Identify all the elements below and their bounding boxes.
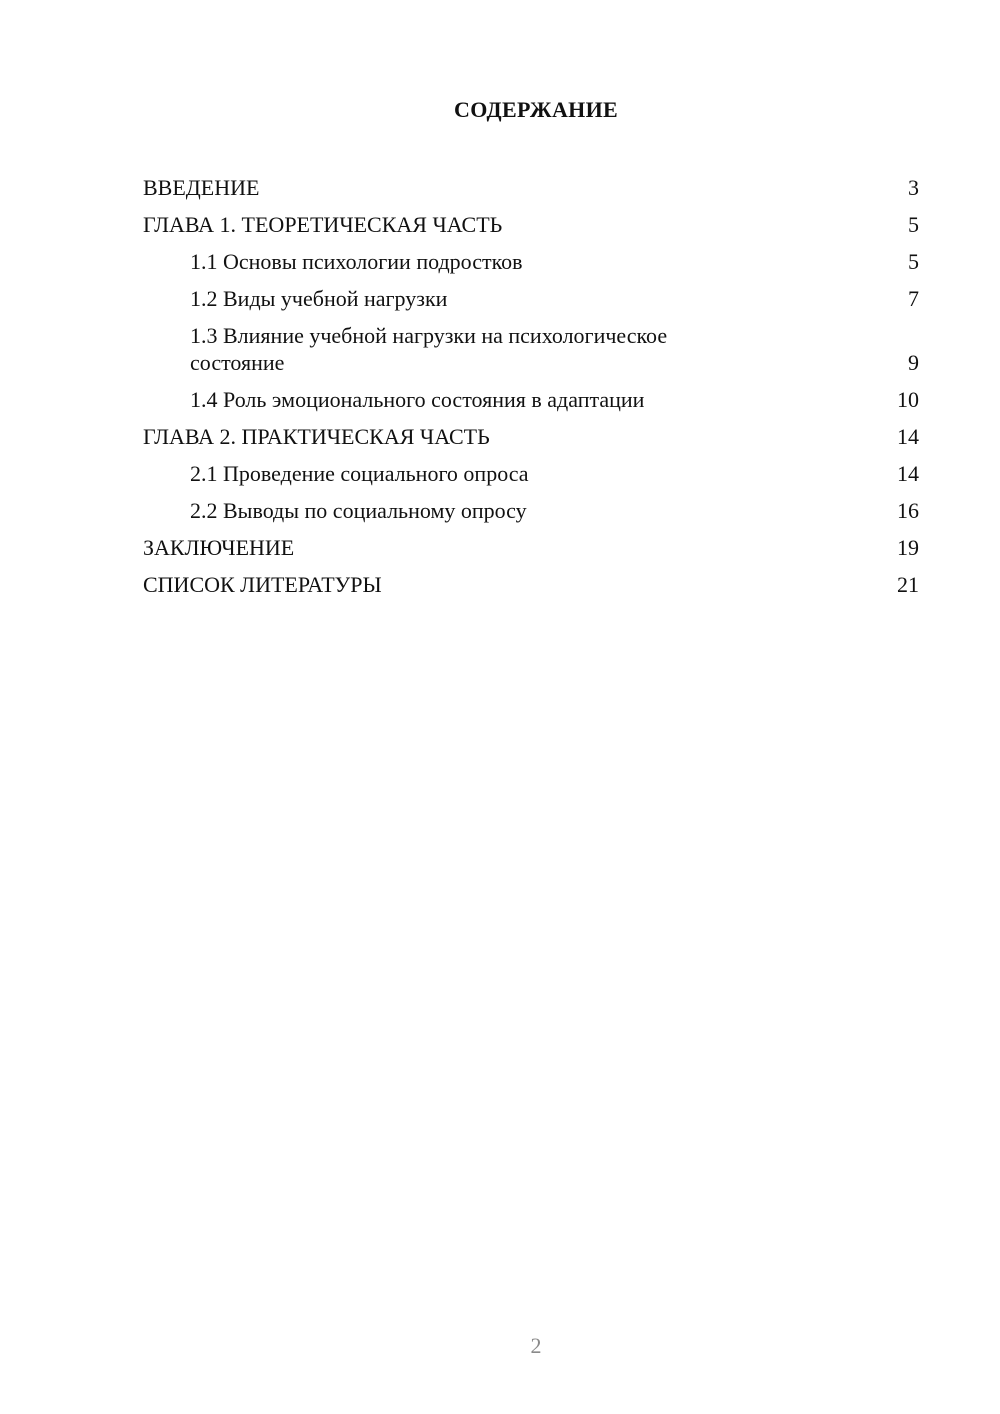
toc-entry-page: 19 bbox=[897, 535, 919, 560]
toc-entry-label: ГЛАВА 2. ПРАКТИЧЕСКАЯ ЧАСТЬ bbox=[143, 424, 490, 449]
toc-entry-label: 2.1 Проведение социального опроса bbox=[190, 461, 529, 486]
toc-entry-label: ГЛАВА 1. ТЕОРЕТИЧЕСКАЯ ЧАСТЬ bbox=[143, 212, 503, 237]
toc-entry-label: 1.2 Виды учебной нагрузки bbox=[190, 286, 448, 311]
toc-entry-page: 3 bbox=[908, 175, 919, 200]
toc-entry-page: 14 bbox=[897, 461, 919, 486]
toc-entry-page: 10 bbox=[897, 387, 919, 412]
toc-entry-label: СПИСОК ЛИТЕРАТУРЫ bbox=[143, 572, 382, 597]
toc-entry-chapter-1[interactable] bbox=[143, 206, 919, 243]
toc-entry-conclusion[interactable] bbox=[143, 529, 919, 566]
toc-entry-label: ВВЕДЕНИЕ bbox=[143, 175, 260, 200]
toc-entry-page: 9 bbox=[908, 350, 919, 375]
toc-entry-label: 1.1 Основы психологии подростков bbox=[190, 249, 523, 274]
toc-entry-page: 5 bbox=[908, 212, 919, 237]
toc-entry-label: ЗАКЛЮЧЕНИЕ bbox=[143, 535, 295, 560]
toc-entry-page: 21 bbox=[897, 572, 919, 597]
toc-entry-page: 16 bbox=[897, 498, 919, 523]
table-of-contents bbox=[143, 169, 919, 603]
toc-entry-label: 1.3 Влияние учебной нагрузки на психологическое состояние bbox=[190, 323, 668, 375]
toc-entry-page: 7 bbox=[908, 286, 919, 311]
toc-entry-section-1-4[interactable] bbox=[143, 381, 919, 418]
toc-entry-section-1-1[interactable] bbox=[143, 243, 919, 280]
toc-entry-section-1-3[interactable] bbox=[143, 317, 919, 381]
toc-entry-section-2-2[interactable] bbox=[143, 492, 919, 529]
toc-entry-bibliography[interactable] bbox=[143, 566, 919, 603]
toc-entry-section-2-1[interactable] bbox=[143, 455, 919, 492]
toc-entry-label: 2.2 Выводы по социальному опросу bbox=[190, 498, 527, 523]
toc-entry-chapter-2[interactable] bbox=[143, 418, 919, 455]
toc-entry-section-1-2[interactable] bbox=[143, 280, 919, 317]
page-title: СОДЕРЖАНИЕ bbox=[454, 97, 618, 122]
toc-entry-label: 1.4 Роль эмоционального состояния в адаптации bbox=[190, 387, 645, 412]
toc-entry-page: 5 bbox=[908, 249, 919, 274]
page-number: 2 bbox=[530, 1333, 542, 1358]
toc-entry-introduction[interactable] bbox=[143, 169, 919, 206]
toc-entry-page: 14 bbox=[897, 424, 919, 449]
